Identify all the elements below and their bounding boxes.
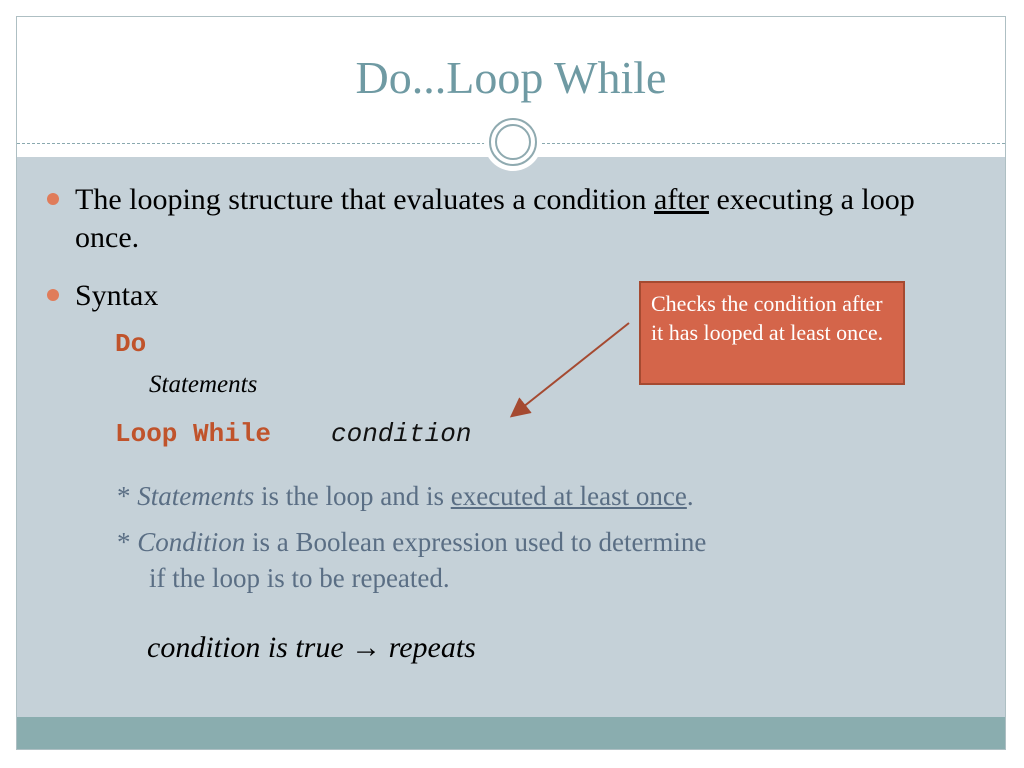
- code-loop-while-keyword: Loop While: [115, 419, 272, 449]
- bullet-syntax-text: Syntax: [75, 279, 159, 312]
- code-statements: Statements: [149, 371, 258, 398]
- bullet-definition-text-before: The looping structure that evaluates a condition: [75, 183, 654, 216]
- note-condition-rest: is a Boolean expression used to determine: [245, 527, 707, 557]
- callout-box: [639, 281, 905, 385]
- slide: [16, 16, 1006, 750]
- footer-bar: [17, 717, 1005, 750]
- note-prefix: *: [117, 527, 138, 557]
- arrow-right-icon: →: [351, 631, 382, 664]
- final-right: repeats: [388, 631, 476, 664]
- note-condition-continuation: if the loop is to be repeated.: [149, 563, 450, 593]
- code-do-keyword: Do: [115, 329, 147, 359]
- note-statements-end: .: [686, 481, 694, 511]
- bullet-definition-after: after: [654, 183, 709, 216]
- code-condition: condition: [331, 419, 472, 449]
- note-statements-term: Statements: [137, 481, 255, 511]
- note-condition-term: Condition: [137, 527, 246, 557]
- final-left: condition is true: [147, 631, 344, 664]
- note-statements-underlined: executed at least once: [450, 481, 687, 511]
- slide-title: Do...Loop While: [355, 52, 667, 103]
- callout-text: Checks the condition after it has looped at least once.: [651, 291, 884, 345]
- note-prefix: *: [117, 481, 138, 511]
- note-statements-middle: is the loop and is: [254, 481, 451, 511]
- bullet-definition-text-after: executing a loop once.: [75, 183, 915, 254]
